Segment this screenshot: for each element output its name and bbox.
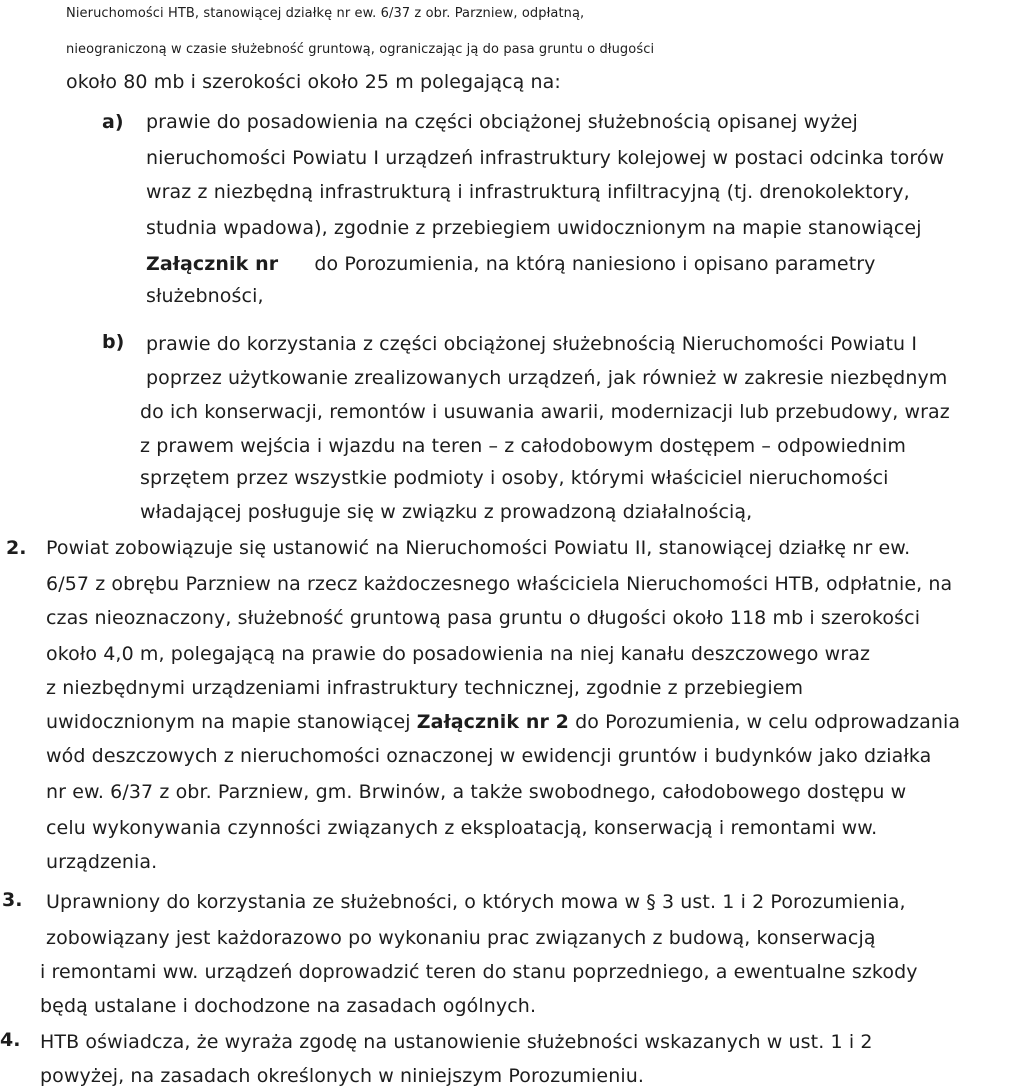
item-3-line: i remontami ww. urządzeń doprowadzić teren do stanu poprzedniego, a ewentualne szkody: [40, 961, 918, 983]
item-2-line: z niezbędnymi urządzeniami infrastruktury technicznej, zgodnie z przebiegiem: [46, 677, 804, 699]
item-b-line: władającej posługuje się w związku z prowadzoną działalnością,: [140, 501, 753, 523]
item-2-line: wód deszczowych z nieruchomości oznaczonej w ewidencji gruntów i budynków jako działka: [46, 745, 932, 767]
item-3-label: 3.: [2, 889, 23, 911]
item-2-line6-pre: uwidocznionym na mapie stanowiącej: [46, 711, 417, 733]
item-b-line: sprzętem przez wszystkie podmioty i osoby, którymi właściciel nieruchomości: [140, 467, 889, 489]
item-a-line5-rest: do Porozumienia, na którą naniesiono i opisano parametry: [314, 253, 876, 275]
item-a-label: a): [102, 111, 124, 133]
item-a-line: nieruchomości Powiatu I urządzeń infrastruktury kolejowej w postaci odcinka torów: [146, 147, 945, 169]
item-a-line: studnia wpadowa), zgodnie z przebiegiem uwidocznionym na mapie stanowiącej: [146, 217, 922, 239]
intro-line: nieograniczoną w czasie służebność gruntową, ograniczając ją do pasa gruntu o długości: [66, 42, 655, 57]
item-a-line: [146, 252, 876, 276]
item-2-label: 2.: [6, 537, 27, 559]
item-2-line: urządzenia.: [46, 851, 158, 873]
item-2-line: nr ew. 6/37 z obr. Parzniew, gm. Brwinów, a także swobodnego, całodobowego dostępu w: [46, 781, 907, 803]
attachment-reference: Załącznik nr: [146, 253, 279, 275]
item-a-line: wraz z niezbędną infrastrukturą i infrastrukturą infiltracyjną (tj. drenokolektory,: [146, 181, 910, 203]
item-4-line: powyżej, na zasadach określonych w niniejszym Porozumieniu.: [40, 1065, 645, 1087]
intro-line: około 80 mb i szerokości około 25 m polegającą na:: [66, 71, 561, 93]
item-3-line: zobowiązany jest każdorazowo po wykonaniu prac związanych z budową, konserwacją: [46, 927, 876, 949]
item-3-line: będą ustalane i dochodzone na zasadach ogólnych.: [40, 995, 537, 1017]
item-2-line: Powiat zobowiązuje się ustanowić na Nieruchomości Powiatu II, stanowiącej działkę nr ew.: [46, 537, 911, 559]
item-4-label: 4.: [0, 1029, 21, 1051]
attachment-2-reference: Załącznik nr 2: [416, 711, 569, 733]
item-4-line: HTB oświadcza, że wyraża zgodę na ustanowienie służebności wskazanych w ust. 1 i 2: [40, 1031, 873, 1053]
item-2-line: celu wykonywania czynności związanych z eksploatacją, konserwacją i remontami ww.: [46, 817, 878, 839]
item-2-line: czas nieoznaczony, służebność gruntową pasa gruntu o długości około 118 mb i szerokości: [46, 607, 921, 629]
intro-line: Nieruchomości HTB, stanowiącej działkę nr ew. 6/37 z obr. Parzniew, odpłatną,: [66, 6, 585, 21]
item-a-line: prawie do posadowienia na części obciążonej służebnością opisanej wyżej: [146, 111, 858, 133]
item-2-line6-post: do Porozumienia, w celu odprowadzania: [568, 711, 961, 733]
item-b-line: poprzez użytkowanie zrealizowanych urządzeń, jak również w zakresie niezbędnym: [146, 367, 948, 389]
item-b-line: prawie do korzystania z części obciążonej służebnością Nieruchomości Powiatu I: [146, 333, 918, 355]
item-b-line: do ich konserwacji, remontów i usuwania awarii, modernizacji lub przebudowy, wraz: [140, 401, 950, 423]
item-b-line: z prawem wejścia i wjazdu na teren – z całodobowym dostępem – odpowiednim: [140, 435, 907, 457]
item-3-line: Uprawniony do korzystania ze służebności, o których mowa w § 3 ust. 1 i 2 Porozumienia,: [46, 891, 906, 913]
item-2-line: [46, 710, 960, 734]
item-b-label: b): [102, 331, 125, 353]
item-2-line: 6/57 z obrębu Parzniew na rzecz każdoczesnego właściciela Nieruchomości HTB, odpłatnie, na: [46, 573, 953, 595]
item-a-line: służebności,: [146, 285, 264, 307]
item-2-line: około 4,0 m, polegającą na prawie do posadowienia na niej kanału deszczowego wraz: [46, 643, 871, 665]
